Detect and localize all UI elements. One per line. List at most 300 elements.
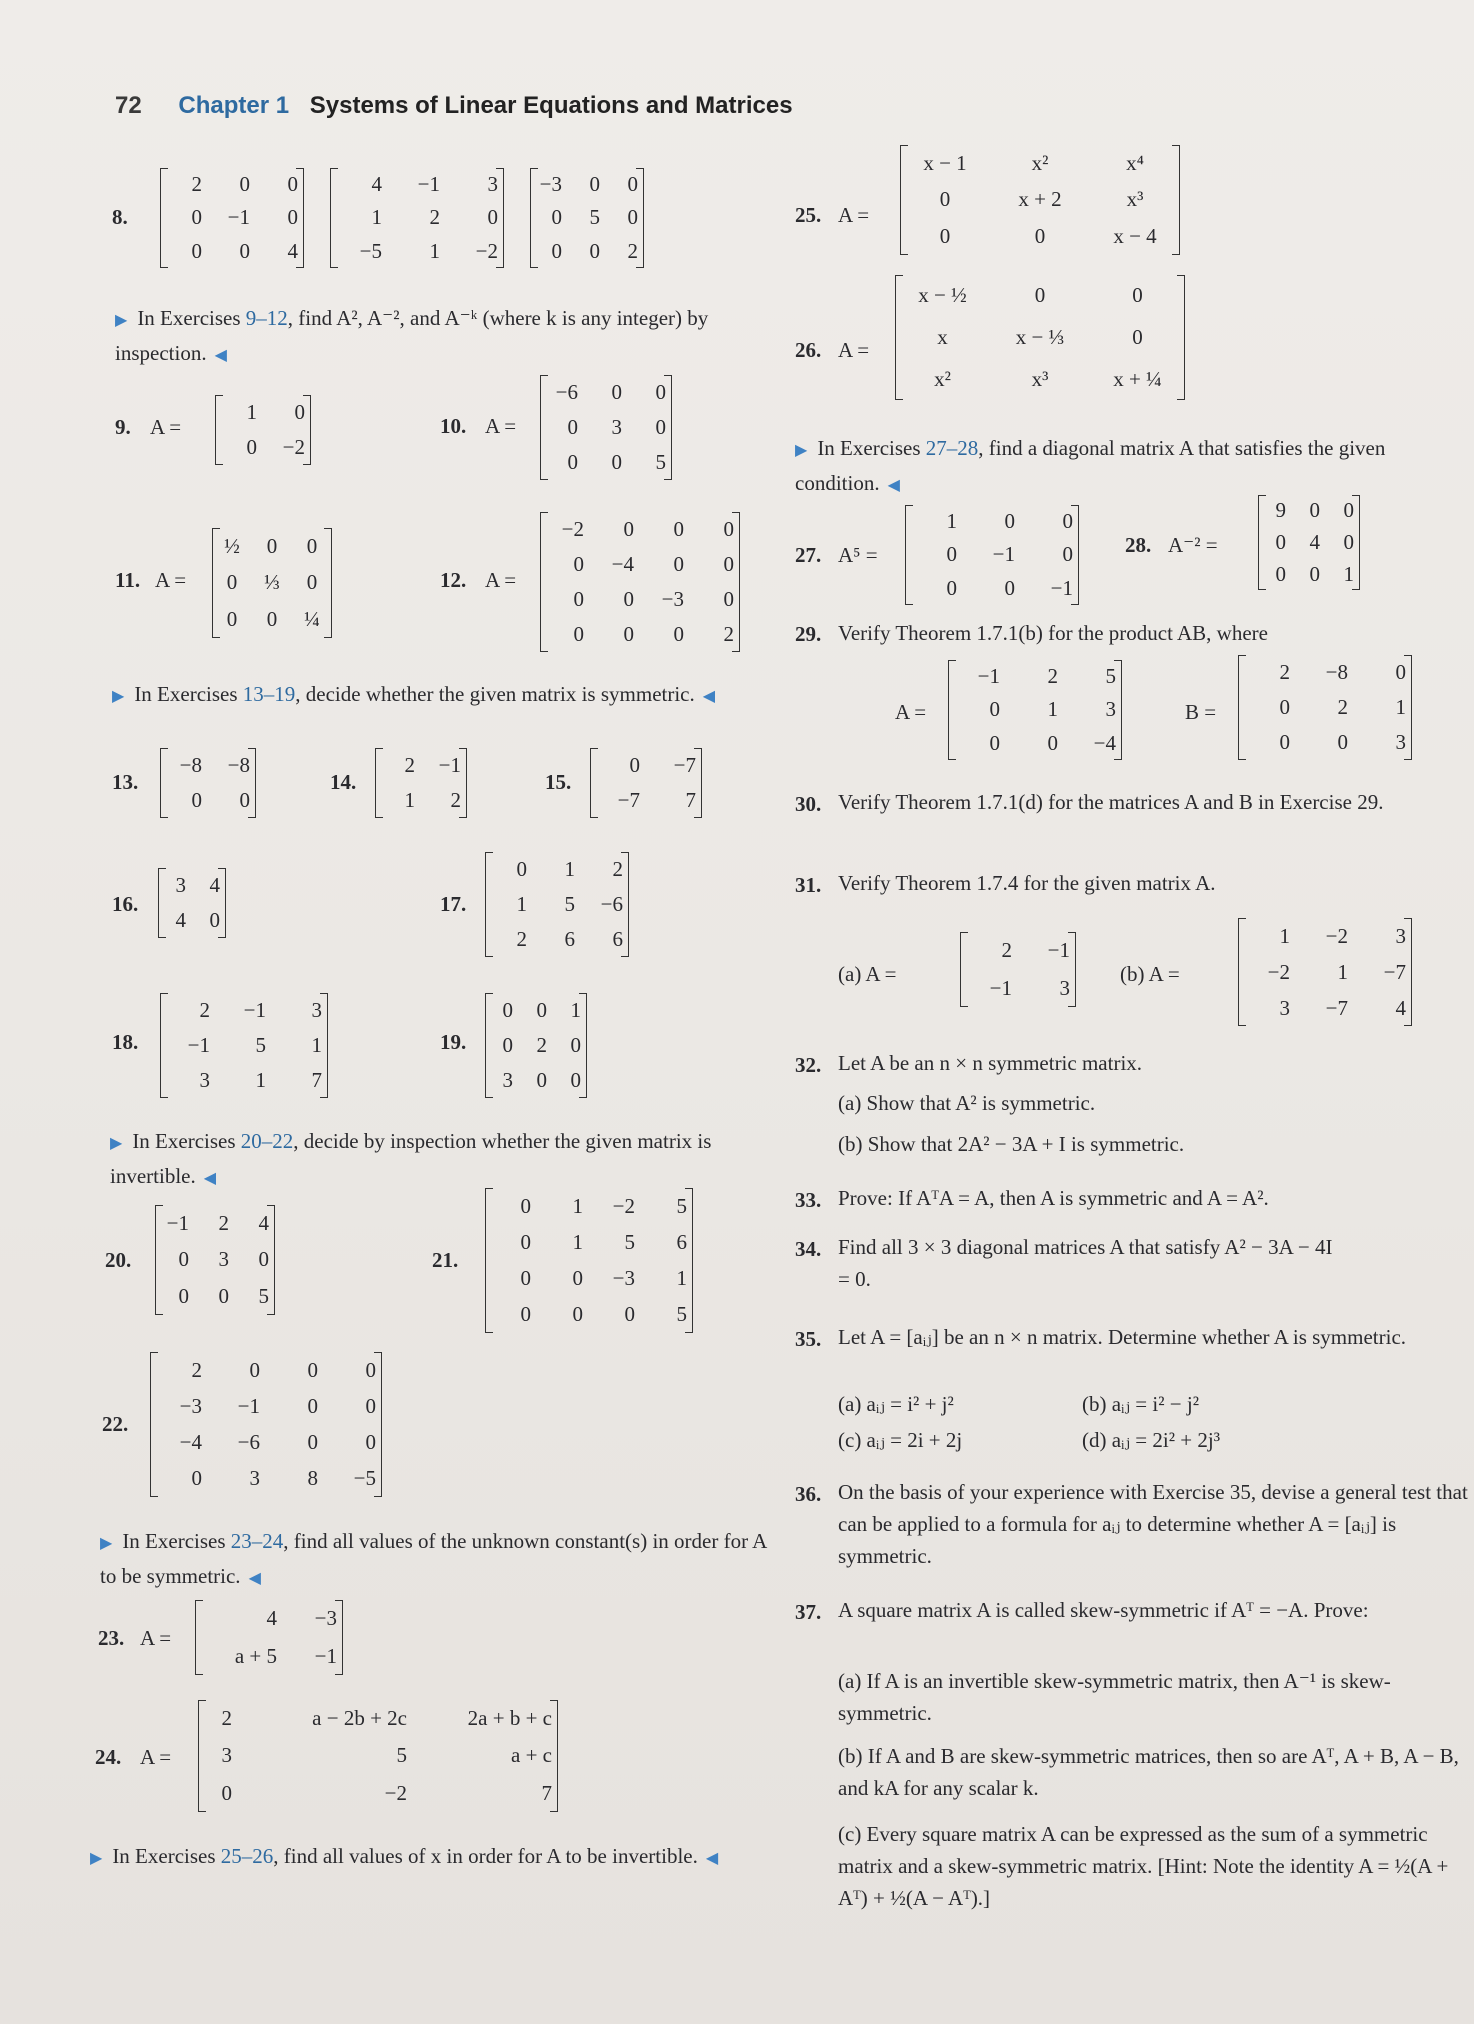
matrix-entry: 1 bbox=[255, 1068, 266, 1092]
matrix-entry: 0 bbox=[629, 753, 640, 777]
matrix-entry: 6 bbox=[612, 927, 623, 951]
part-label: (a) A = bbox=[838, 962, 897, 986]
matrix-31a bbox=[960, 932, 1076, 1007]
matrix-entry: 0 bbox=[573, 622, 584, 646]
matrix-entry: 0 bbox=[1062, 542, 1073, 567]
matrix-entry: 0 bbox=[946, 542, 957, 567]
matrix-entry: 6 bbox=[676, 1229, 687, 1254]
exercise-number: 29. bbox=[795, 622, 822, 646]
matrix-8b bbox=[330, 168, 504, 268]
exercise-range-link[interactable]: 20–22 bbox=[240, 1129, 294, 1153]
matrix-entry: 0 bbox=[623, 587, 634, 611]
matrix-entry: 0 bbox=[1004, 575, 1015, 600]
matrix-entry: 0 bbox=[536, 998, 547, 1022]
exercise-text: Let A = [aᵢⱼ] be an n × n matrix. Determine whether A is symmetric. bbox=[838, 1325, 1407, 1349]
matrix-entry: 0 bbox=[306, 533, 318, 558]
matrix-entry: −1 bbox=[992, 542, 1015, 567]
matrix-entry: −1 bbox=[166, 1210, 189, 1235]
matrix-entry: 0 bbox=[306, 570, 318, 595]
exercise-number: 19. bbox=[440, 1030, 467, 1054]
matrix-entry: 0 bbox=[1309, 498, 1320, 523]
matrix-entry: 3 bbox=[611, 415, 622, 439]
matrix-entry: x bbox=[937, 324, 948, 349]
exercise-number: 33. bbox=[795, 1188, 822, 1212]
exercise-range-link[interactable]: 13–19 bbox=[242, 682, 296, 706]
exercise-number: 13. bbox=[112, 770, 139, 794]
matrix-entry: 2 bbox=[199, 998, 210, 1022]
matrix-entry: x + 2 bbox=[1018, 187, 1062, 212]
exercise-number: 28. bbox=[1125, 533, 1152, 557]
matrix-entry: 3 bbox=[199, 1068, 210, 1092]
matrix-entry: 1 bbox=[371, 205, 382, 230]
matrix-entry: 5 bbox=[396, 1743, 407, 1768]
matrix-entry: 0 bbox=[1132, 324, 1143, 349]
matrix-20 bbox=[155, 1205, 275, 1315]
matrix-entry: 4 bbox=[266, 1606, 277, 1631]
matrix-10 bbox=[540, 375, 672, 480]
matrix-entry: −3 bbox=[539, 172, 562, 197]
matrix-entry: 2 bbox=[450, 788, 461, 812]
triangle-end-icon: ◀ bbox=[214, 347, 227, 364]
matrix-entry: 2 bbox=[218, 1210, 229, 1235]
matrix-entry: 4 bbox=[1309, 529, 1320, 554]
matrix-12 bbox=[540, 512, 740, 652]
exercise-number: 17. bbox=[440, 892, 467, 916]
matrix-entry: −1 bbox=[989, 975, 1012, 1000]
matrix-entry: 0 bbox=[573, 552, 584, 576]
matrix-entry: 0 bbox=[723, 517, 734, 541]
triangle-end-icon: ◀ bbox=[702, 688, 716, 705]
matrix-entry: 0 bbox=[655, 415, 666, 439]
matrix-entry: 2 bbox=[516, 927, 527, 951]
matrix-entry: x³ bbox=[1031, 366, 1049, 391]
matrix-entry: 0 bbox=[191, 788, 202, 812]
matrix-label: A = bbox=[838, 203, 870, 227]
matrix-entry: 0 bbox=[623, 517, 634, 541]
exercise-part: (a) If A is an invertible skew-symmetric matrix, then A⁻¹ is skew-symmetric. bbox=[838, 1669, 1391, 1725]
matrix-label: A = bbox=[485, 414, 517, 438]
matrix-entry: 5 bbox=[589, 205, 600, 230]
matrix-entry: x + ¼ bbox=[1113, 366, 1162, 391]
matrix-entry: 0 bbox=[307, 1430, 318, 1455]
matrix-25 bbox=[900, 145, 1180, 255]
exercise-number: 12. bbox=[440, 568, 467, 592]
matrix-18 bbox=[160, 993, 328, 1098]
matrix-entry: −3 bbox=[612, 1266, 635, 1291]
matrix-entry: 0 bbox=[623, 622, 634, 646]
matrix-entry: 0 bbox=[520, 1266, 531, 1291]
matrix-entry: 0 bbox=[624, 1302, 635, 1327]
matrix-entry: ¼ bbox=[304, 607, 320, 632]
matrix-26 bbox=[895, 275, 1185, 400]
matrix-entry: 0 bbox=[502, 1033, 513, 1057]
matrix-entry: 7 bbox=[311, 1068, 322, 1092]
matrix-entry: −8 bbox=[179, 753, 202, 777]
matrix-entry: 0 bbox=[939, 187, 951, 212]
matrix-entry: −3 bbox=[314, 1606, 337, 1631]
matrix-entry: 1 bbox=[572, 1193, 583, 1218]
matrix-entry: 0 bbox=[239, 172, 250, 197]
triangle-marker-icon: ▶ bbox=[90, 1850, 103, 1867]
instruction-20-22: ▶ In Exercises 20–22, decide by inspection whether the given matrix is invertible. ◀ bbox=[110, 1129, 712, 1188]
matrix-29b bbox=[1238, 655, 1412, 760]
matrix-entry: −1 bbox=[977, 664, 1000, 689]
matrix-label: A = bbox=[150, 415, 182, 439]
matrix-entry: −6 bbox=[555, 380, 578, 404]
matrix-entry: x − 4 bbox=[1113, 224, 1157, 249]
matrix-entry: 0 bbox=[239, 788, 250, 812]
matrix-13 bbox=[160, 748, 256, 818]
matrix-entry: 4 bbox=[209, 873, 220, 897]
matrix-entry: 0 bbox=[551, 238, 562, 263]
matrix-entry: 3 bbox=[311, 998, 322, 1022]
matrix-entry: 3 bbox=[175, 873, 186, 897]
matrix-entry: −4 bbox=[611, 552, 634, 576]
matrix-entry: 0 bbox=[249, 1357, 260, 1382]
matrix-entry: 5 bbox=[624, 1229, 635, 1254]
triangle-marker-icon: ▶ bbox=[110, 1135, 123, 1152]
matrix-entry: −2 bbox=[612, 1193, 635, 1218]
exercise-number: 25. bbox=[795, 203, 822, 227]
matrix-entry: 0 bbox=[487, 205, 498, 230]
matrix-entry: 9 bbox=[1275, 498, 1286, 523]
matrix-entry: −1 bbox=[314, 1643, 337, 1668]
matrix-entry: 3 bbox=[1395, 730, 1406, 754]
matrix-entry: 0 bbox=[266, 607, 278, 632]
exercise-number: 10. bbox=[440, 414, 467, 438]
triangle-end-icon: ◀ bbox=[705, 1850, 719, 1867]
matrix-entry: 0 bbox=[191, 238, 202, 263]
matrix-entry: −8 bbox=[1325, 660, 1348, 684]
matrix-entry: 0 bbox=[1343, 498, 1354, 523]
exercise-range-link[interactable]: 27–28 bbox=[925, 436, 979, 460]
matrix-entry: −7 bbox=[673, 753, 696, 777]
matrix-entry: 4 bbox=[371, 172, 382, 197]
matrix-entry: 2 bbox=[1001, 938, 1012, 963]
matrix-entry: 8 bbox=[307, 1466, 318, 1491]
matrix-entry: 7 bbox=[685, 788, 696, 812]
matrix-entry: 0 bbox=[1132, 283, 1143, 308]
matrix-entry: ½ bbox=[224, 533, 240, 558]
matrix-entry: −8 bbox=[227, 753, 250, 777]
matrix-entry: 2 bbox=[1279, 660, 1290, 684]
matrix-entry: 0 bbox=[365, 1430, 376, 1455]
matrix-entry: 2 bbox=[221, 1706, 232, 1731]
exercise-text: Let A be an n × n symmetric matrix. bbox=[838, 1051, 1143, 1075]
matrix-entry: −3 bbox=[661, 587, 684, 611]
exercise-part: (d) aᵢⱼ = 2i² + 2j³ bbox=[1082, 1428, 1220, 1452]
matrix-entry: 0 bbox=[1062, 509, 1073, 534]
exercise-text: On the basis of your experience with Exercise 35, devise a general test that can be applied to a formula for aᵢⱼ to determine whether A = [aᵢⱼ] is symmetric. bbox=[838, 1480, 1468, 1568]
exercise-number: 37. bbox=[795, 1600, 822, 1624]
matrix-entry: −7 bbox=[1383, 959, 1406, 984]
exercise-number: 11. bbox=[115, 568, 141, 592]
matrix-entry: −2 bbox=[475, 238, 498, 263]
matrix-19 bbox=[485, 993, 587, 1098]
exercise-part: (a) aᵢⱼ = i² + j² bbox=[838, 1392, 954, 1416]
exercise-number: 22. bbox=[102, 1412, 129, 1436]
matrix-entry: 0 bbox=[218, 1284, 229, 1309]
triangle-end-icon: ◀ bbox=[248, 1570, 261, 1587]
matrix-entry: a + c bbox=[511, 1743, 552, 1768]
exercise-number: 27. bbox=[795, 543, 822, 567]
matrix-label: A = bbox=[140, 1626, 172, 1650]
matrix-entry: 0 bbox=[627, 172, 638, 197]
matrix-entry: 0 bbox=[307, 1357, 318, 1382]
matrix-entry: 1 bbox=[564, 857, 575, 881]
matrix-entry: 2 bbox=[627, 238, 638, 263]
matrix-15 bbox=[590, 748, 702, 818]
matrix-9 bbox=[215, 395, 311, 465]
matrix-entry: 0 bbox=[570, 1033, 581, 1057]
matrix-entry: 0 bbox=[572, 1266, 583, 1291]
part-label: (b) A = bbox=[1120, 962, 1180, 986]
matrix-entry: 2 bbox=[191, 172, 202, 197]
matrix-entry: 0 bbox=[1047, 730, 1058, 755]
triangle-marker-icon: ▶ bbox=[115, 312, 128, 329]
matrix-entry: −5 bbox=[359, 238, 382, 263]
matrix-entry: 3 bbox=[1105, 697, 1116, 722]
exercise-text: Prove: If AᵀA = A, then A is symmetric and A = A². bbox=[838, 1186, 1269, 1210]
matrix-entry: x³ bbox=[1126, 187, 1144, 212]
matrix-entry: 0 bbox=[246, 435, 257, 459]
matrix-entry: 0 bbox=[178, 1247, 189, 1272]
matrix-entry: x − ½ bbox=[918, 283, 967, 308]
matrix-entry: −6 bbox=[237, 1430, 260, 1455]
matrix-entry: 0 bbox=[1309, 561, 1320, 586]
matrix-entry: 0 bbox=[573, 587, 584, 611]
matrix-entry: 0 bbox=[1395, 660, 1406, 684]
matrix-entry: 5 bbox=[655, 450, 666, 474]
matrix-entry: 0 bbox=[989, 730, 1000, 755]
matrix-entry: 0 bbox=[1034, 283, 1046, 308]
triangle-end-icon: ◀ bbox=[887, 477, 900, 494]
matrix-17 bbox=[485, 852, 629, 957]
matrix-entry: −2 bbox=[282, 435, 305, 459]
matrix-entry: 5 bbox=[255, 1033, 266, 1057]
matrix-entry: 1 bbox=[1337, 959, 1348, 984]
matrix-entry: 1 bbox=[570, 998, 581, 1022]
instruction-9-12: ▶ In Exercises 9–12, find A², A⁻², and A⁻ᵏ (where k is any integer) by inspection. ◀ bbox=[115, 306, 709, 365]
matrix-label: A⁵ = bbox=[838, 543, 878, 567]
matrix-entry: 0 bbox=[520, 1229, 531, 1254]
matrix-entry: a − 2b + 2c bbox=[312, 1706, 407, 1731]
matrix-entry: 3 bbox=[502, 1068, 513, 1092]
exercise-text: Verify Theorem 1.7.4 for the given matrix A. bbox=[838, 871, 1216, 895]
matrix-entry: 0 bbox=[567, 450, 578, 474]
matrix-entry: 5 bbox=[676, 1193, 687, 1218]
matrix-23 bbox=[195, 1600, 343, 1675]
matrix-entry: 0 bbox=[570, 1068, 581, 1092]
matrix-entry: −1 bbox=[227, 205, 250, 230]
matrix-entry: 0 bbox=[1034, 224, 1046, 249]
matrix-entry: −1 bbox=[187, 1033, 210, 1057]
matrix-entry: x⁴ bbox=[1126, 150, 1144, 175]
matrix-entry: 5 bbox=[258, 1284, 269, 1309]
matrix-entry: 0 bbox=[516, 857, 527, 881]
matrix-28 bbox=[1258, 495, 1360, 590]
matrix-22 bbox=[150, 1352, 382, 1497]
matrix-entry: 0 bbox=[258, 1247, 269, 1272]
matrix-entry: −2 bbox=[1267, 959, 1290, 984]
matrix-entry: 0 bbox=[939, 224, 951, 249]
matrix-entry: −1 bbox=[438, 753, 461, 777]
matrix-entry: 0 bbox=[551, 205, 562, 230]
matrix-entry: 0 bbox=[673, 552, 684, 576]
matrix-entry: 0 bbox=[294, 400, 305, 424]
matrix-label: A = bbox=[895, 700, 927, 724]
matrix-entry: 1 bbox=[429, 238, 440, 263]
matrix-entry: 1 bbox=[404, 788, 415, 812]
exercise-number: 36. bbox=[795, 1482, 822, 1506]
exercise-number: 24. bbox=[95, 1745, 122, 1769]
exercise-number: 32. bbox=[795, 1053, 822, 1077]
matrix-entry: x² bbox=[934, 366, 951, 391]
matrix-entry: 0 bbox=[1279, 730, 1290, 754]
triangle-marker-icon: ▶ bbox=[100, 1535, 113, 1552]
matrix-entry: 0 bbox=[611, 380, 622, 404]
matrix-entry: 0 bbox=[1004, 509, 1015, 534]
matrix-entry: 0 bbox=[520, 1302, 531, 1327]
exercise-number: 15. bbox=[545, 770, 572, 794]
matrix-entry: −7 bbox=[1325, 995, 1348, 1020]
matrix-entry: −1 bbox=[417, 172, 440, 197]
matrix-entry: 0 bbox=[266, 533, 278, 558]
matrix-entry: 0 bbox=[1337, 730, 1348, 754]
matrix-entry: ⅓ bbox=[264, 570, 280, 595]
exercise-part: (c) Every square matrix A can be expressed as the sum of a symmetric matrix and a skew-symmetric matrix. [Hint: Note the identity A = ½(A + Aᵀ) + ½(A − Aᵀ).] bbox=[838, 1822, 1449, 1910]
page-number: 72 bbox=[115, 92, 142, 119]
matrix-entry: 0 bbox=[191, 1466, 202, 1491]
matrix-31b bbox=[1238, 918, 1412, 1026]
matrix-entry: 0 bbox=[287, 172, 298, 197]
matrix-entry: a + 5 bbox=[234, 1643, 277, 1668]
matrix-entry: 0 bbox=[365, 1393, 376, 1418]
matrix-label: A = bbox=[838, 338, 870, 362]
matrix-14 bbox=[375, 748, 467, 818]
matrix-entry: 2a + b + c bbox=[467, 1706, 552, 1731]
matrix-entry: 0 bbox=[723, 587, 734, 611]
exercise-range-link[interactable]: 9–12 bbox=[245, 306, 288, 330]
matrix-entry: 0 bbox=[1275, 529, 1286, 554]
matrix-entry: 0 bbox=[673, 517, 684, 541]
matrix-entry: 2 bbox=[723, 622, 734, 646]
matrix-entry: 0 bbox=[1343, 529, 1354, 554]
matrix-entry: 0 bbox=[191, 205, 202, 230]
matrix-entry: 0 bbox=[673, 622, 684, 646]
matrix-entry: −5 bbox=[353, 1466, 376, 1491]
matrix-entry: 0 bbox=[989, 697, 1000, 722]
matrix-entry: 4 bbox=[1395, 995, 1406, 1020]
matrix-label: A⁻² = bbox=[1168, 533, 1218, 557]
matrix-8c bbox=[530, 168, 644, 268]
matrix-entry: −4 bbox=[1093, 730, 1116, 755]
exercise-number: 34. bbox=[795, 1237, 822, 1261]
matrix-entry: 0 bbox=[226, 607, 238, 632]
matrix-entry: 1 bbox=[1395, 695, 1406, 719]
page-header bbox=[115, 92, 793, 120]
matrix-entry: 2 bbox=[1047, 664, 1058, 689]
matrix-entry: 0 bbox=[239, 238, 250, 263]
matrix-entry: 4 bbox=[175, 908, 186, 932]
exercise-text: A square matrix A is called skew-symmetric if Aᵀ = −A. Prove: bbox=[838, 1598, 1369, 1622]
exercise-text: Verify Theorem 1.7.1(d) for the matrices A and B in Exercise 29. bbox=[838, 790, 1384, 814]
instruction-13-19: ▶ In Exercises 13–19, decide whether the given matrix is symmetric. ◀ bbox=[112, 682, 716, 706]
matrix-27 bbox=[905, 505, 1079, 605]
matrix-entry: −1 bbox=[1050, 575, 1073, 600]
exercise-number: 31. bbox=[795, 873, 822, 897]
matrix-entry: 0 bbox=[209, 908, 220, 932]
exercise-number: 21. bbox=[432, 1248, 459, 1272]
matrix-entry: −3 bbox=[179, 1393, 202, 1418]
matrix-entry: 0 bbox=[567, 415, 578, 439]
exercise-number: 9. bbox=[115, 415, 131, 439]
matrix-entry: 2 bbox=[612, 857, 623, 881]
matrix-entry: 0 bbox=[287, 205, 298, 230]
exercise-part: (a) Show that A² is symmetric. bbox=[838, 1091, 1096, 1115]
exercise-number: 26. bbox=[795, 338, 822, 362]
exercise-part: (b) aᵢⱼ = i² − j² bbox=[1082, 1392, 1199, 1416]
matrix-entry: 3 bbox=[1395, 923, 1406, 948]
matrix-entry: −2 bbox=[1325, 923, 1348, 948]
exercise-number: 14. bbox=[330, 770, 357, 794]
exercise-number: 18. bbox=[112, 1030, 139, 1054]
matrix-entry: 5 bbox=[1105, 664, 1116, 689]
matrix-entry: 0 bbox=[1275, 561, 1286, 586]
matrix-29a bbox=[948, 660, 1122, 760]
matrix-entry: 5 bbox=[564, 892, 575, 916]
matrix-entry: 0 bbox=[221, 1780, 232, 1805]
matrix-11 bbox=[212, 528, 332, 638]
triangle-marker-icon: ▶ bbox=[795, 442, 808, 459]
matrix-entry: −2 bbox=[561, 517, 584, 541]
matrix-entry: 2 bbox=[1337, 695, 1348, 719]
matrix-entry: −6 bbox=[600, 892, 623, 916]
exercise-number: 8. bbox=[112, 205, 128, 229]
exercise-range-link[interactable]: 23–24 bbox=[230, 1529, 284, 1553]
matrix-entry: 0 bbox=[723, 552, 734, 576]
matrix-entry: 1 bbox=[246, 400, 257, 424]
matrix-entry: 1 bbox=[1343, 561, 1354, 586]
matrix-entry: 0 bbox=[307, 1393, 318, 1418]
matrix-entry: −1 bbox=[243, 998, 266, 1022]
exercise-number: 16. bbox=[112, 892, 139, 916]
matrix-entry: 1 bbox=[946, 509, 957, 534]
exercise-range-link[interactable]: 25–26 bbox=[220, 1844, 274, 1868]
instruction-23-24: ▶ In Exercises 23–24, find all values of the unknown constant(s) in order for A to be symmetric. ◀ bbox=[100, 1529, 767, 1588]
matrix-entry: −2 bbox=[384, 1780, 407, 1805]
matrix-entry: 3 bbox=[218, 1247, 229, 1272]
matrix-entry: x² bbox=[1031, 150, 1049, 175]
matrix-entry: 1 bbox=[676, 1266, 687, 1291]
matrix-entry: x − 1 bbox=[923, 150, 967, 175]
exercise-part: (b) Show that 2A² − 3A + I is symmetric. bbox=[838, 1132, 1185, 1156]
matrix-entry: 0 bbox=[1279, 695, 1290, 719]
exercise-number: 30. bbox=[795, 792, 822, 816]
matrix-entry: 3 bbox=[249, 1466, 260, 1491]
matrix-entry: x − ⅓ bbox=[1015, 324, 1065, 349]
matrix-entry: 1 bbox=[311, 1033, 322, 1057]
matrix-entry: 0 bbox=[536, 1068, 547, 1092]
matrix-entry: 0 bbox=[627, 205, 638, 230]
matrix-entry: 0 bbox=[365, 1357, 376, 1382]
exercise-text: Find all 3 × 3 diagonal matrices A that satisfy A² − 3A − 4I = 0. bbox=[838, 1235, 1333, 1291]
instruction-25-26: ▶ In Exercises 25–26, find all values of x in order for A to be invertible. ◀ bbox=[90, 1844, 719, 1868]
matrix-entry: 1 bbox=[1047, 697, 1058, 722]
matrix-entry: 0 bbox=[502, 998, 513, 1022]
chapter-label: Chapter 1 bbox=[178, 92, 290, 119]
matrix-entry: 0 bbox=[572, 1302, 583, 1327]
